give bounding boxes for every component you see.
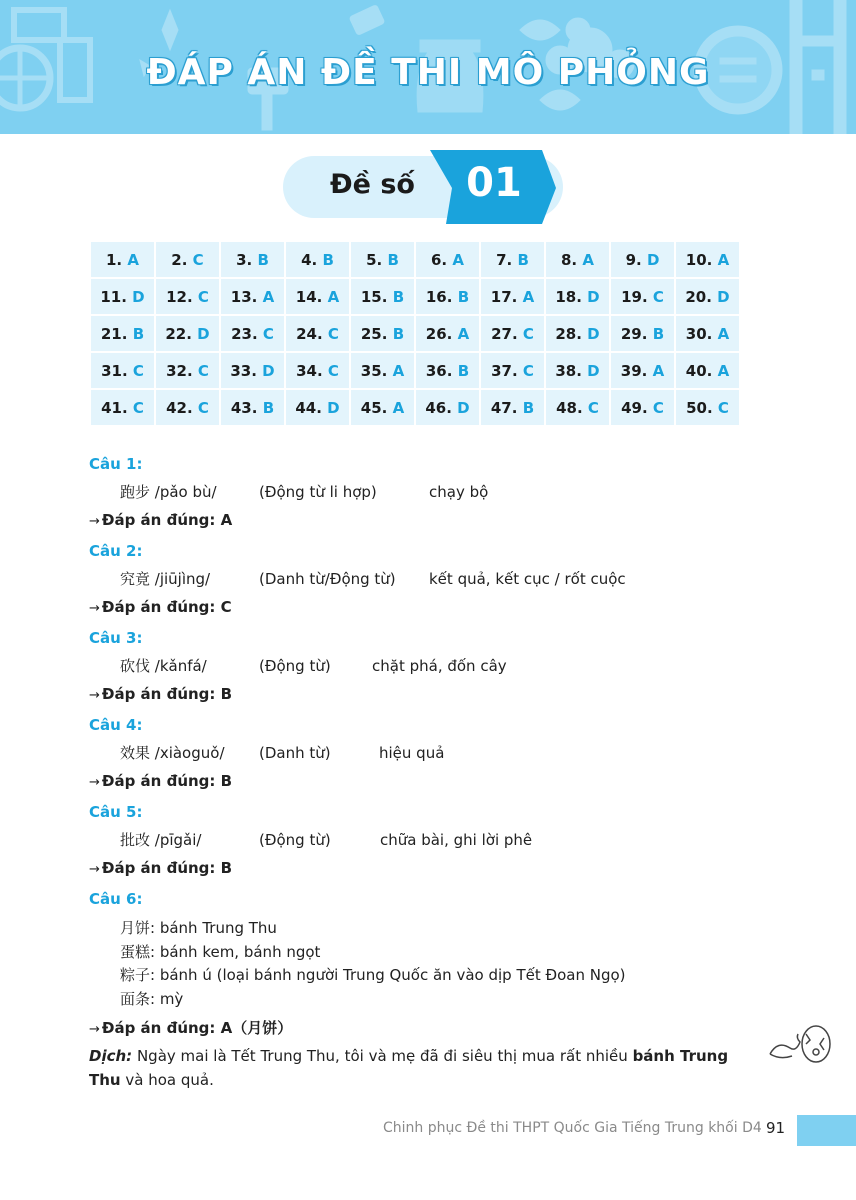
correct-answer	[89, 1018, 759, 1039]
question-number: 29.	[620, 324, 648, 343]
answer-letter: D	[327, 398, 340, 417]
vocab-line	[89, 569, 759, 590]
right-arrow-icon: →	[89, 862, 100, 877]
answer-cell	[481, 279, 544, 314]
answer-cell	[91, 316, 154, 351]
answer-letter: D	[457, 398, 470, 417]
answer-letter: C	[197, 287, 209, 306]
option-line: 蛋糕: bánh kem, bánh ngọt	[120, 942, 321, 961]
question-label: Câu 1:	[89, 455, 143, 473]
answer-letter: B	[652, 324, 665, 343]
question-number: 15.	[360, 287, 388, 306]
answer-cell	[91, 353, 154, 388]
vocab-line	[89, 830, 759, 851]
answer-letter: C	[132, 361, 144, 380]
part-of-speech: (Động từ)	[259, 657, 331, 675]
option-line: 面条: mỳ	[120, 989, 184, 1008]
question-number: 48.	[556, 398, 583, 417]
question-number: 32.	[166, 361, 193, 380]
answer-cell	[156, 279, 219, 314]
answer-text: Đáp án đúng: B	[101, 859, 233, 877]
question-number: 20.	[685, 287, 712, 306]
question-number: 4.	[301, 250, 318, 269]
answer-letter: B	[392, 287, 405, 306]
answer-cell	[611, 316, 674, 351]
answer-letter: B	[322, 250, 334, 269]
answer-cell	[351, 353, 414, 388]
answer-cell	[546, 390, 609, 425]
question-label: Câu 4:	[89, 716, 143, 734]
answer-cell	[286, 279, 349, 314]
question-number: 30.	[685, 324, 713, 343]
answer-letter: D	[587, 361, 600, 380]
question-number: 13.	[230, 287, 258, 306]
answer-text: Đáp án đúng: B	[101, 685, 233, 703]
correct-answer	[89, 858, 759, 879]
question-number: 40.	[685, 361, 713, 380]
question-number: 24.	[296, 324, 323, 343]
question-number: 17.	[490, 287, 518, 306]
answer-letter: A	[717, 250, 730, 269]
question-number: 10.	[685, 250, 713, 269]
translation	[89, 1044, 759, 1092]
right-arrow-icon: →	[89, 775, 100, 790]
question-number: 43.	[230, 398, 258, 417]
question-number: 14.	[295, 287, 323, 306]
answer-cell	[91, 279, 154, 314]
question-label: Câu 5:	[89, 803, 143, 821]
question-number: 25.	[360, 324, 388, 343]
answer-cell	[416, 316, 479, 351]
question-number: 34.	[296, 361, 323, 380]
answer-cell	[351, 279, 414, 314]
answer-letter: A	[327, 287, 340, 306]
question-number: 44.	[295, 398, 322, 417]
vocab-word: 批改 /pīgǎi/	[120, 831, 202, 849]
answer-letter: A	[392, 398, 405, 417]
answer-row	[91, 390, 739, 425]
question-number: 35.	[360, 361, 388, 380]
answer-cell	[611, 279, 674, 314]
vocab-line	[89, 482, 759, 503]
answer-cell	[481, 242, 544, 277]
answer-letter: D	[262, 361, 275, 380]
answer-letter: B	[257, 250, 269, 269]
answer-letter: B	[457, 287, 470, 306]
question-label: Câu 2:	[89, 542, 143, 560]
question-label: Câu 6:	[89, 890, 143, 908]
vocab-meaning: hiệu quả	[379, 744, 445, 762]
answer-text: Đáp án đúng: B	[101, 772, 233, 790]
answer-letter: C	[327, 324, 339, 343]
answer-letter: C	[522, 361, 534, 380]
question-number: 18.	[555, 287, 582, 306]
explanations	[89, 454, 759, 1092]
answer-letter: B	[387, 250, 399, 269]
answer-row	[91, 279, 739, 314]
answer-letter: A	[392, 361, 405, 380]
question-number: 39.	[620, 361, 648, 380]
answer-letter: D	[646, 250, 660, 269]
answer-letter: C	[197, 398, 209, 417]
vocab-meaning: chạy bộ	[429, 483, 489, 501]
answer-cell	[286, 390, 349, 425]
correct-answer	[89, 510, 759, 531]
answer-row	[91, 242, 739, 277]
answer-letter: C	[522, 324, 534, 343]
part-of-speech: (Danh từ)	[259, 744, 331, 762]
vocab-line	[89, 743, 759, 764]
part-of-speech: (Danh từ/Động từ)	[259, 570, 396, 588]
question-number: 11.	[100, 287, 127, 306]
vocab-meaning: kết quả, kết cục / rốt cuộc	[429, 570, 626, 588]
answer-letter: B	[132, 324, 145, 343]
answer-letter: C	[197, 361, 209, 380]
right-arrow-icon: →	[89, 514, 100, 529]
right-arrow-icon: →	[89, 688, 100, 703]
question-number: 38.	[555, 361, 582, 380]
answer-letter: C	[652, 398, 664, 417]
answer-letter: A	[262, 287, 275, 306]
question-number: 26.	[425, 324, 453, 343]
answer-row	[91, 353, 739, 388]
question-number: 1.	[106, 250, 123, 269]
answer-cell	[676, 242, 739, 277]
answer-letter: A	[127, 250, 139, 269]
question-number: 2.	[171, 250, 188, 269]
answer-text: Đáp án đúng: C	[101, 598, 232, 616]
answer-cell	[546, 242, 609, 277]
answer-letter: A	[452, 250, 464, 269]
footer-book-title: Chinh phục Đề thi THPT Quốc Gia Tiếng Trung khối D4	[383, 1120, 762, 1136]
answer-cell	[221, 353, 284, 388]
question-number: 27.	[491, 324, 518, 343]
question-number: 7.	[496, 250, 513, 269]
translation-label: Dịch:	[89, 1047, 133, 1065]
question-label: Câu 3:	[89, 629, 143, 647]
answer-letter: D	[197, 324, 210, 343]
answer-text: Đáp án đúng: A	[101, 511, 233, 529]
question-number: 31.	[101, 361, 128, 380]
answer-letter: C	[192, 250, 204, 269]
answer-letter: C	[262, 324, 274, 343]
answer-cell	[546, 279, 609, 314]
question-number: 45.	[360, 398, 388, 417]
exam-number: 01	[466, 160, 522, 206]
answer-cell	[156, 390, 219, 425]
right-arrow-icon: →	[89, 601, 100, 616]
question-number: 21.	[100, 324, 128, 343]
answer-cell	[351, 390, 414, 425]
answer-cell	[676, 279, 739, 314]
answer-cell	[481, 390, 544, 425]
part-of-speech: (Động từ li hợp)	[259, 483, 377, 501]
vocab-word: 效果 /xiàoguǒ/	[120, 744, 225, 762]
answer-grid	[89, 240, 741, 427]
answer-letter: D	[132, 287, 145, 306]
answer-cell	[91, 242, 154, 277]
option-line: 月饼: bánh Trung Thu	[120, 919, 277, 937]
question-number: 19.	[621, 287, 648, 306]
answer-letter: C	[717, 398, 729, 417]
question-number: 49.	[621, 398, 648, 417]
answer-cell	[351, 316, 414, 351]
vocab-line	[89, 656, 759, 677]
answer-letter: A	[457, 324, 470, 343]
answer-letter: B	[262, 398, 275, 417]
question-number: 41.	[101, 398, 128, 417]
answer-cell	[416, 390, 479, 425]
answer-letter: B	[392, 324, 405, 343]
question-number: 47.	[490, 398, 518, 417]
translation-text: Ngày mai là Tết Trung Thu, tôi và mẹ đã đi siêu thị mua rất nhiều	[136, 1047, 628, 1065]
answer-cell	[156, 353, 219, 388]
answer-cell	[91, 390, 154, 425]
answer-cell	[221, 242, 284, 277]
answer-letter: D	[587, 324, 600, 343]
question-number: 12.	[166, 287, 193, 306]
answer-letter: A	[717, 324, 730, 343]
question-number: 46.	[425, 398, 452, 417]
question-6-options	[89, 917, 759, 1011]
answer-letter: D	[717, 287, 730, 306]
question-number: 6.	[431, 250, 448, 269]
answer-cell	[611, 390, 674, 425]
answer-letter: B	[457, 361, 470, 380]
question-number: 23.	[231, 324, 258, 343]
question-number: 16.	[425, 287, 453, 306]
part-of-speech: (Động từ)	[259, 831, 331, 849]
answer-text: Đáp án đúng: A（月饼）	[101, 1019, 293, 1037]
answer-cell	[481, 353, 544, 388]
answer-cell	[676, 390, 739, 425]
question-number: 36.	[425, 361, 453, 380]
translation-highlight: bánh Trung Thu	[89, 1047, 729, 1089]
question-number: 8.	[561, 250, 578, 269]
page-title: ĐÁP ÁN ĐỀ THI MÔ PHỎNG	[146, 52, 710, 93]
answer-cell	[546, 353, 609, 388]
correct-answer	[89, 684, 759, 705]
vocab-meaning: chữa bài, ghi lời phê	[380, 831, 533, 849]
answer-letter: B	[517, 250, 529, 269]
answer-cell	[546, 316, 609, 351]
question-number: 33.	[230, 361, 257, 380]
answer-letter: A	[582, 250, 594, 269]
answer-cell	[416, 242, 479, 277]
question-number: 22.	[165, 324, 192, 343]
answer-cell	[286, 316, 349, 351]
answer-letter: D	[587, 287, 600, 306]
answer-cell	[416, 353, 479, 388]
question-number: 50.	[686, 398, 713, 417]
question-number: 9.	[625, 250, 642, 269]
answer-cell	[416, 279, 479, 314]
answer-cell	[221, 390, 284, 425]
question-number: 28.	[555, 324, 582, 343]
answer-cell	[481, 316, 544, 351]
question-number: 5.	[366, 250, 383, 269]
vocab-word: 砍伐 /kǎnfá/	[120, 657, 207, 675]
answer-letter: A	[652, 361, 665, 380]
page-number: 91	[766, 1119, 786, 1137]
question-number: 3.	[236, 250, 253, 269]
answer-letter: A	[717, 361, 730, 380]
answer-cell	[611, 353, 674, 388]
answer-letter: C	[327, 361, 339, 380]
option-line: 粽子: bánh ú (loại bánh người Trung Quốc ăn vào dịp Tết Đoan Ngọ)	[120, 966, 626, 984]
answer-cell	[676, 316, 739, 351]
exam-label: Đề số	[330, 169, 415, 200]
footer-accent-bar	[797, 1115, 856, 1146]
answer-cell	[286, 353, 349, 388]
mooncake-doodle-icon	[766, 1022, 834, 1066]
answer-cell	[611, 242, 674, 277]
answer-row	[91, 316, 739, 351]
answer-letter: C	[587, 398, 599, 417]
answer-cell	[221, 316, 284, 351]
answer-letter: A	[522, 287, 535, 306]
answer-letter: C	[652, 287, 664, 306]
vocab-meaning: chặt phá, đốn cây	[372, 657, 507, 675]
answer-cell	[286, 242, 349, 277]
question-number: 37.	[491, 361, 518, 380]
header-banner	[0, 0, 856, 134]
answer-cell	[221, 279, 284, 314]
right-arrow-icon: →	[89, 1022, 100, 1037]
vocab-word: 跑步 /pǎo bù/	[120, 483, 217, 501]
answer-cell	[156, 242, 219, 277]
answer-letter: B	[522, 398, 535, 417]
answer-cell	[676, 353, 739, 388]
correct-answer	[89, 597, 759, 618]
vocab-word: 究竟 /jiūjìng/	[120, 570, 211, 588]
answer-cell	[351, 242, 414, 277]
correct-answer	[89, 771, 759, 792]
answer-cell	[156, 316, 219, 351]
answer-letter: C	[132, 398, 144, 417]
translation-end: và hoa quả.	[125, 1071, 214, 1089]
question-number: 42.	[166, 398, 193, 417]
